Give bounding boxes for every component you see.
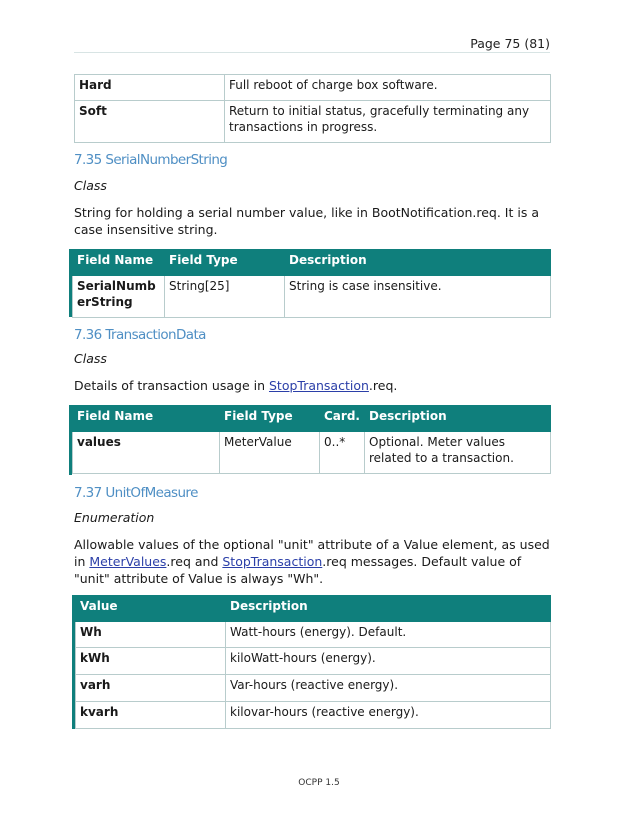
table-header-row bbox=[73, 250, 551, 276]
text-run: Allowable values of the optional "unit" attribute of a Value element, as used in bbox=[74, 537, 550, 569]
reset-type-name: Hard bbox=[75, 75, 225, 101]
column-header: Field Name bbox=[73, 250, 165, 276]
stop-transaction-link[interactable]: StopTransaction bbox=[222, 554, 323, 569]
unit-description: Watt-hours (energy). Default. bbox=[226, 622, 551, 648]
stop-transaction-link[interactable]: StopTransaction bbox=[268, 378, 369, 393]
column-header: Description bbox=[365, 406, 551, 432]
unit-description: kilovar-hours (reactive energy). bbox=[226, 702, 551, 729]
column-header: Field Type bbox=[165, 250, 285, 276]
table-row bbox=[75, 101, 551, 143]
text-run: Details of transaction usage in bbox=[74, 378, 269, 393]
column-header: Field Name bbox=[73, 406, 220, 432]
table-row bbox=[76, 648, 551, 675]
unit-of-measure-table bbox=[75, 595, 551, 729]
section-description: String for holding a serial number value, like in BootNotification.req. It is a case insensitive string. bbox=[74, 205, 539, 237]
section-kind: Enumeration bbox=[74, 510, 155, 525]
page-number: Page 75 (81) bbox=[470, 36, 550, 51]
reset-type-name: Soft bbox=[75, 101, 225, 143]
section-description bbox=[74, 536, 550, 587]
table-row bbox=[76, 675, 551, 702]
field-name: values bbox=[73, 432, 220, 474]
unit-value: kWh bbox=[76, 648, 226, 675]
section-heading-serial-number-string: 7.35 SerialNumberString bbox=[74, 152, 228, 168]
reset-type-description: Return to initial status, gracefully terminating any transactions in progress. bbox=[225, 101, 551, 143]
field-type: String[25] bbox=[165, 276, 285, 318]
field-description: String is case insensitive. bbox=[285, 276, 551, 318]
column-header: Description bbox=[226, 596, 551, 622]
section-description bbox=[74, 377, 550, 394]
column-header: Value bbox=[76, 596, 226, 622]
reset-type-table bbox=[74, 74, 551, 143]
field-name: SerialNumberString bbox=[73, 276, 165, 318]
transaction-data-table bbox=[72, 405, 551, 474]
section-kind: Class bbox=[74, 178, 107, 193]
unit-value: varh bbox=[76, 675, 226, 702]
field-type: MeterValue bbox=[220, 432, 320, 474]
serial-number-string-table bbox=[72, 249, 551, 318]
table-row bbox=[73, 276, 551, 318]
unit-description: Var-hours (reactive energy). bbox=[226, 675, 551, 702]
table-row bbox=[73, 432, 551, 474]
field-cardinality: 0..* bbox=[320, 432, 365, 474]
section-heading-transaction-data: 7.36 TransactionData bbox=[74, 327, 206, 343]
table-row bbox=[76, 702, 551, 729]
unit-value: kvarh bbox=[76, 702, 226, 729]
text-run: .req. bbox=[368, 378, 398, 393]
table-header-row bbox=[76, 596, 551, 622]
table-row bbox=[75, 75, 551, 101]
section-kind: Class bbox=[74, 351, 107, 366]
meter-values-link[interactable]: MeterValues bbox=[89, 554, 167, 569]
column-header: Field Type bbox=[220, 406, 320, 432]
text-run: .req and bbox=[166, 554, 223, 569]
reset-type-description: Full reboot of charge box software. bbox=[225, 75, 551, 101]
field-description: Optional. Meter values related to a transaction. bbox=[365, 432, 551, 474]
table-row bbox=[76, 622, 551, 648]
header-divider bbox=[74, 52, 550, 53]
unit-value: Wh bbox=[76, 622, 226, 648]
column-header: Description bbox=[285, 250, 551, 276]
table-header-row bbox=[73, 406, 551, 432]
section-heading-unit-of-measure: 7.37 UnitOfMeasure bbox=[74, 485, 198, 501]
unit-description: kiloWatt-hours (energy). bbox=[226, 648, 551, 675]
column-header: Card. bbox=[320, 406, 365, 432]
page-footer: OCPP 1.5 bbox=[298, 778, 340, 788]
text-run: .req messages. Default value of "unit" attribute of Value is always "Wh". bbox=[74, 554, 522, 586]
